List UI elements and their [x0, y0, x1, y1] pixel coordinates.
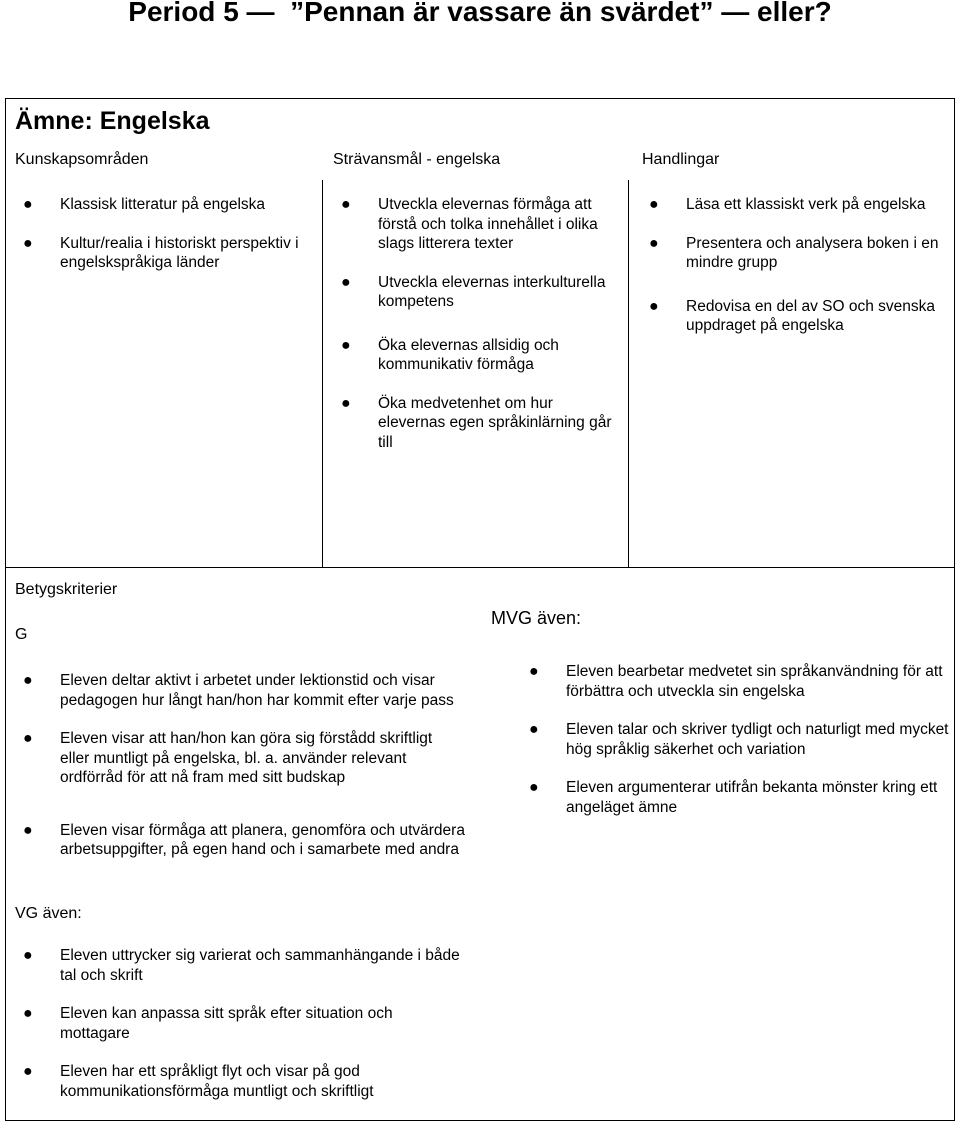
list-item: ● Eleven deltar aktivt i arbetet under lektionstid och visar pedagogen hur långt han/hon har kommit efter varje pass [23, 672, 454, 709]
g-label: G [15, 626, 28, 643]
list-item: ● Eleven talar och skriver tydligt och naturligt med mycket hög språklig säkerhet och variation [529, 721, 949, 758]
list-item: ● Öka medvetenhet om hur elevernas egen språkinlärning går till [341, 394, 612, 451]
vg-criteria-list [23, 946, 465, 1101]
list-item: ● Kultur/realia i historiskt perspektiv i engelskspråkiga länder [23, 234, 299, 271]
handlingar-heading: Handlingar [642, 151, 720, 168]
bullet-icon: ● [649, 297, 659, 315]
bullet-icon: ● [649, 234, 659, 252]
list-item: ● Eleven visar förmåga att planera, genomföra och utvärdera arbetsuppgifter, på egen hand och i samarbete med andra [23, 821, 465, 858]
bullet-icon: ● [649, 196, 659, 213]
bullet-icon: ● [341, 336, 351, 354]
mvg-label: MVG även: [491, 608, 582, 628]
list-item: ● Öka elevernas allsidig och kommunikativ förmåga [341, 336, 559, 373]
bullet-icon: ● [23, 1005, 33, 1022]
stravan-heading: Strävansmål - engelska [333, 151, 501, 168]
bullet-icon: ● [23, 234, 33, 252]
bullet-icon: ● [23, 1063, 33, 1080]
page-title: Period 5 — ”Pennan är vassare än svärdet” — eller? [128, 0, 832, 27]
list-item: ● Eleven bearbetar medvetet sin språkanvändning för att förbättra och utveckla sin engelska [529, 663, 943, 700]
bullet-icon: ● [529, 721, 539, 738]
list-item: ● Klassisk litteratur på engelska [23, 196, 266, 213]
bullet-icon: ● [341, 394, 351, 412]
g-criteria-list [23, 671, 465, 860]
list-item: ● Eleven kan anpassa sitt språk efter situation och mottagare [23, 1005, 393, 1042]
bullet-icon: ● [23, 947, 33, 964]
list-item: ● Eleven uttrycker sig varierat och sammanhängande i både tal och skrift [23, 947, 460, 984]
bullet-icon: ● [23, 672, 33, 689]
bullet-icon: ● [529, 663, 539, 680]
bullet-icon: ● [529, 779, 539, 796]
column-divider-left [322, 180, 323, 567]
column-divider-right [628, 180, 629, 567]
list-item: ● Läsa ett klassiskt verk på engelska [649, 196, 926, 213]
kunskap-list [23, 195, 310, 273]
list-item: ● Utveckla elevernas förmåga att förstå och tolka innehållet i olika slags litterera texter [341, 196, 598, 252]
kunskap-heading: Kunskapsområden [15, 151, 149, 168]
bullet-icon: ● [341, 273, 351, 291]
mvg-criteria-list [529, 662, 951, 817]
list-item: ● Eleven argumenterar utifrån bekanta mönster kring ett angeläget ämne [529, 779, 938, 816]
bullet-icon: ● [23, 821, 33, 839]
stravan-list [341, 195, 618, 452]
section-divider [5, 567, 955, 568]
list-item: ● Eleven har ett språkligt flyt och visar på god kommunikationsförmåga muntligt och skriftligt [23, 1063, 374, 1100]
list-item: ● Redovisa en del av SO och svenska uppdraget på engelska [649, 297, 935, 334]
list-item: ● Eleven visar att han/hon kan göra sig förstådd skriftligt eller muntligt på engelska, bl. a. använder relevant ordförråd för att nå fram med sitt budskap [23, 730, 433, 786]
list-item: ● Utveckla elevernas interkulturella kompetens [341, 273, 606, 310]
handlingar-list [649, 195, 948, 336]
subject-heading: Ämne: Engelska [15, 107, 210, 135]
vg-label: VG även: [15, 905, 82, 922]
bullet-icon: ● [341, 196, 351, 213]
bullet-icon: ● [23, 730, 33, 747]
bullet-icon: ● [23, 196, 33, 213]
list-item: ● Presentera och analysera boken i en mindre grupp [649, 234, 939, 271]
betyg-heading: Betygskriterier [15, 581, 118, 598]
